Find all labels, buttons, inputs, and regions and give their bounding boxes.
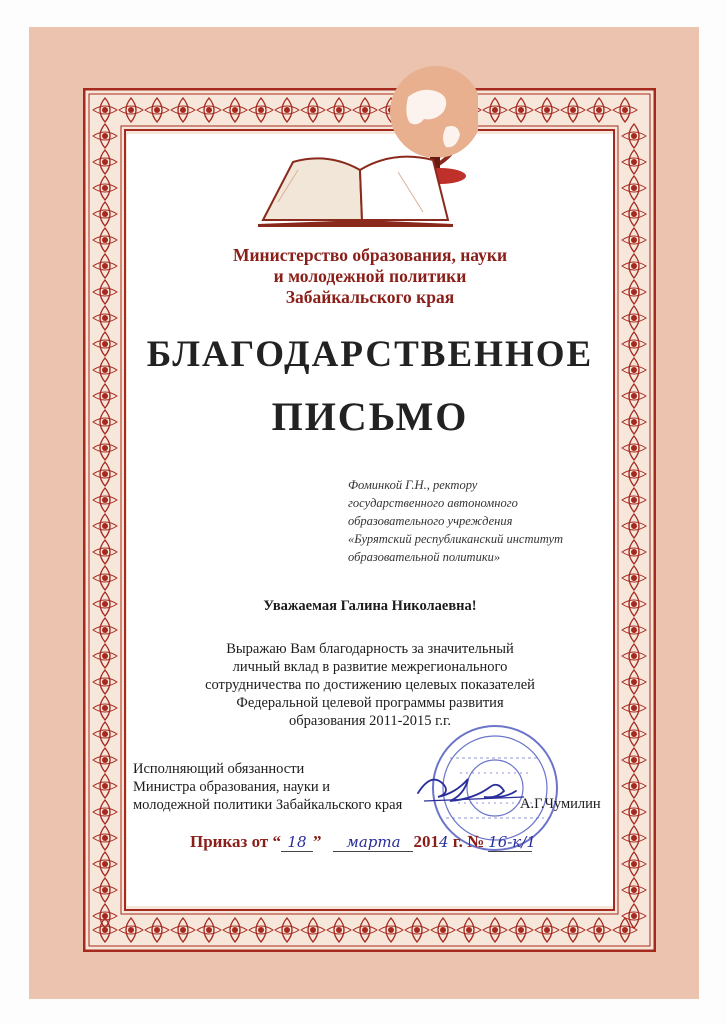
book-and-globe-illustration — [258, 52, 478, 227]
greeting: Уважаемая Галина Николаевна! — [263, 598, 477, 614]
signatory-title-line3: молодежной политики Забайкальского края — [133, 797, 403, 813]
order-number: 16-к/1 — [488, 833, 536, 851]
body-line4: Федеральной целевой программы развития — [236, 695, 504, 711]
addressee-line4: «Бурятский республиканский институт — [348, 532, 564, 546]
signatory-title-line1: Исполняющий обязанности — [133, 761, 305, 777]
signatory-name: А.Г.Чумилин — [520, 796, 601, 812]
ministry-name-line1: Министерство образования, науки — [232, 245, 508, 265]
order-year-suffix: 4 — [438, 833, 449, 851]
order-day: 18 — [281, 833, 313, 852]
order-month: марта — [333, 833, 413, 852]
body-line3: сотрудничества по достижению целевых показателей — [205, 677, 535, 693]
addressee-line5: образовательной политики» — [348, 550, 501, 564]
order-year-prefix: 201 — [413, 832, 439, 851]
order-year-tail: г. № — [448, 832, 485, 851]
body-line2: личный вклад в развитие межрегионального — [232, 659, 508, 675]
order-quote: ” — [312, 832, 322, 851]
addressee-line3: образовательного учреждения — [348, 514, 513, 528]
addressee-line1: Фоминкой Г.Н., ректору — [348, 478, 478, 492]
body-line5: образования 2011-2015 г.г. — [289, 713, 451, 729]
addressee-line2: государственного автономного — [348, 496, 518, 510]
ministry-name-line2: и молодежной политики — [273, 266, 467, 286]
body-line1: Выражаю Вам благодарность за значительный — [226, 641, 514, 657]
order-line — [190, 832, 610, 852]
signatory-title-line2: Министра образования, науки и — [133, 779, 331, 795]
open-book-icon — [258, 157, 453, 227]
certificate-title-line2: ПИСЬМО — [271, 394, 469, 439]
ministry-name-line3: Забайкальского края — [285, 287, 455, 307]
certificate-title-line1: БЛАГОДАРСТВЕННОЕ — [146, 334, 594, 375]
order-prefix: Приказ от “ — [190, 832, 281, 851]
